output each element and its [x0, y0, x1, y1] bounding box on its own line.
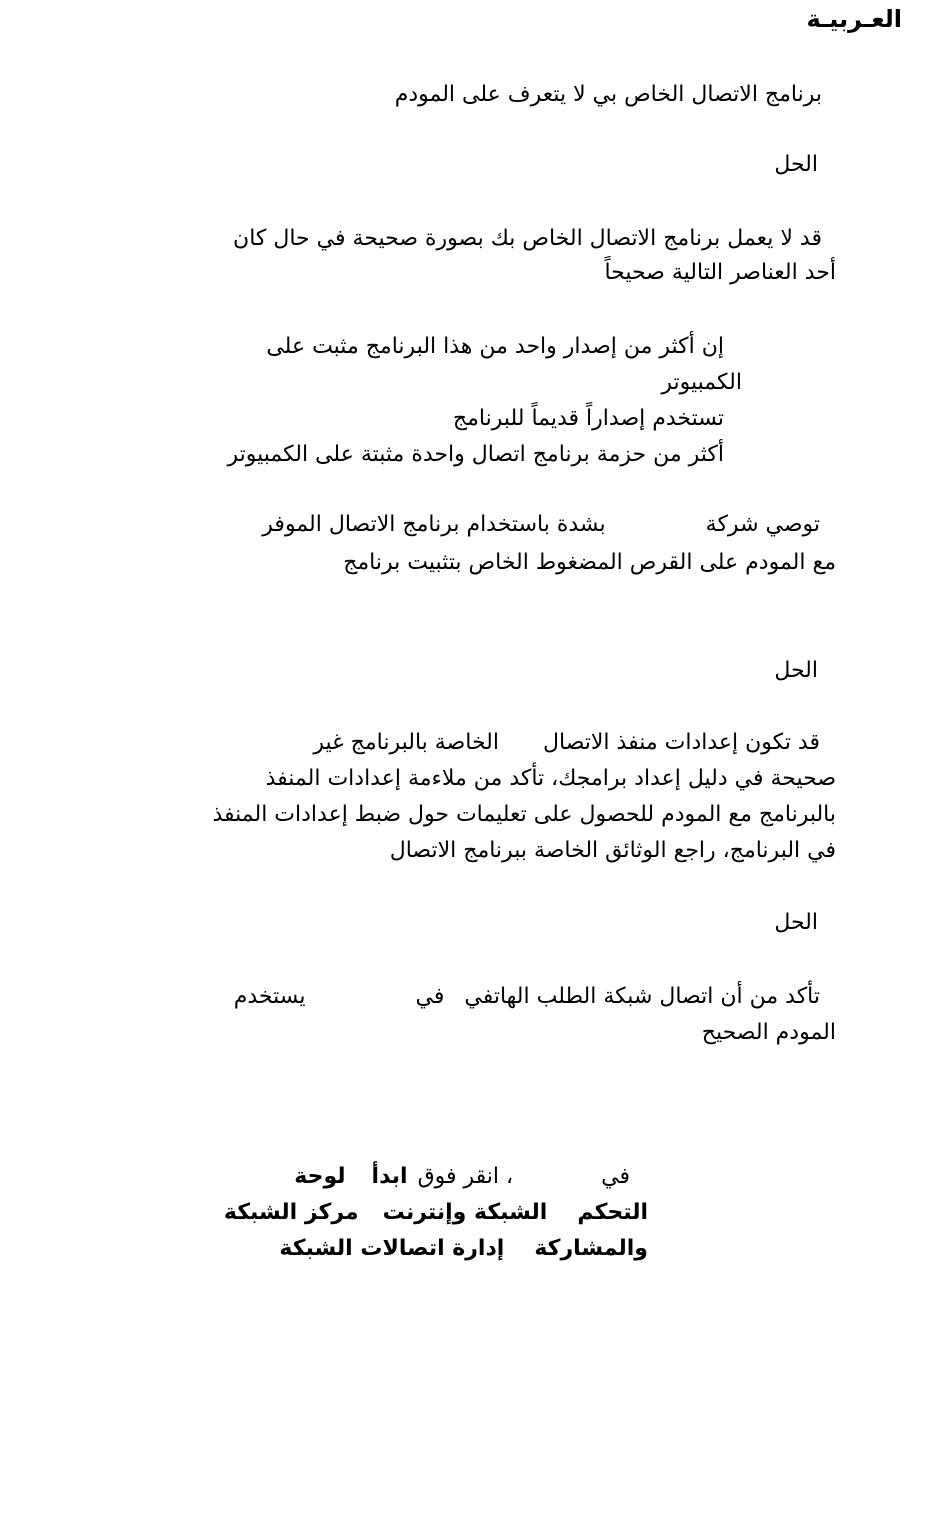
solution-3-line-2: المودم الصحيح	[701, 1020, 836, 1045]
solution-2-line-3: بالبرنامج مع المودم للحصول على تعليمات حول ضبط إعدادات المنفذ	[212, 802, 836, 827]
control-panel-word: التحكم	[577, 1200, 648, 1225]
solution-3-line-1	[234, 980, 820, 1014]
solution-1-recommend-line-2: مع المودم على القرص المضغوط الخاص بتثبيت برنامج	[343, 550, 836, 575]
solution-1-intro-line-2: أحد العناصر التالية صحيحاً	[604, 260, 836, 285]
manage-connections: إدارة اتصالات الشبكة	[279, 1236, 505, 1261]
solution-2-line-2: صحيحة في دليل إعداد برامجك، تأكد من ملاءمة إعدادات المنفذ	[265, 766, 836, 791]
solution-1-item-1: إن أكثر من إصدار واحد من هذا البرنامج مثبت على	[266, 334, 724, 359]
issue-title: برنامج الاتصال الخاص بي لا يتعرف على المودم	[394, 82, 822, 107]
language-header: العـربيـة	[806, 5, 902, 33]
instruction-line-2	[224, 1196, 648, 1230]
solution-1-item-1-cont: الكمبيوتر	[661, 370, 742, 395]
instruction-line-3	[279, 1232, 648, 1266]
network-internet: الشبكة وإنترنت	[382, 1200, 548, 1225]
recommend-part-1: توصي شركة	[705, 512, 820, 537]
solution-2-heading: الحل	[774, 658, 818, 683]
network-center: مركز الشبكة	[223, 1200, 359, 1225]
solution-2-line-1	[313, 726, 820, 760]
in-text: في	[415, 984, 445, 1009]
solution-3-heading: الحل	[774, 910, 818, 935]
recommend-part-2: بشدة باستخدام برنامج الاتصال الموفر	[262, 512, 606, 537]
click-on-text: ، انقر فوق	[417, 1164, 514, 1189]
solution-1-heading: الحل	[774, 152, 818, 177]
control-word: لوحة	[294, 1164, 346, 1189]
instruction-line-1	[294, 1160, 630, 1194]
sharing-word: والمشاركة	[534, 1236, 648, 1261]
solution-1-item-2: تستخدم إصداراً قديماً للبرنامج	[452, 406, 724, 431]
solution-1-intro-line-1: قد لا يعمل برنامج الاتصال الخاص بك بصورة صحيحة في حال كان	[233, 226, 822, 251]
port-settings-text: قد تكون إعدادات منفذ الاتصال	[543, 730, 820, 755]
solution-1-recommend-line-1	[262, 508, 820, 542]
solution-1-item-3: أكثر من حزمة برنامج اتصال واحدة مثبتة على الكمبيوتر	[227, 442, 724, 467]
in-word: في	[601, 1164, 630, 1189]
start-link: ابدأ	[371, 1164, 408, 1189]
dialup-check-text: تأكد من أن اتصال شبكة الطلب الهاتفي	[464, 984, 820, 1009]
uses-text: يستخدم	[233, 984, 306, 1009]
program-specific-text: الخاصة بالبرنامج غير	[313, 730, 499, 755]
solution-2-line-4: في البرنامج، راجع الوثائق الخاصة ببرنامج الاتصال	[389, 838, 836, 863]
